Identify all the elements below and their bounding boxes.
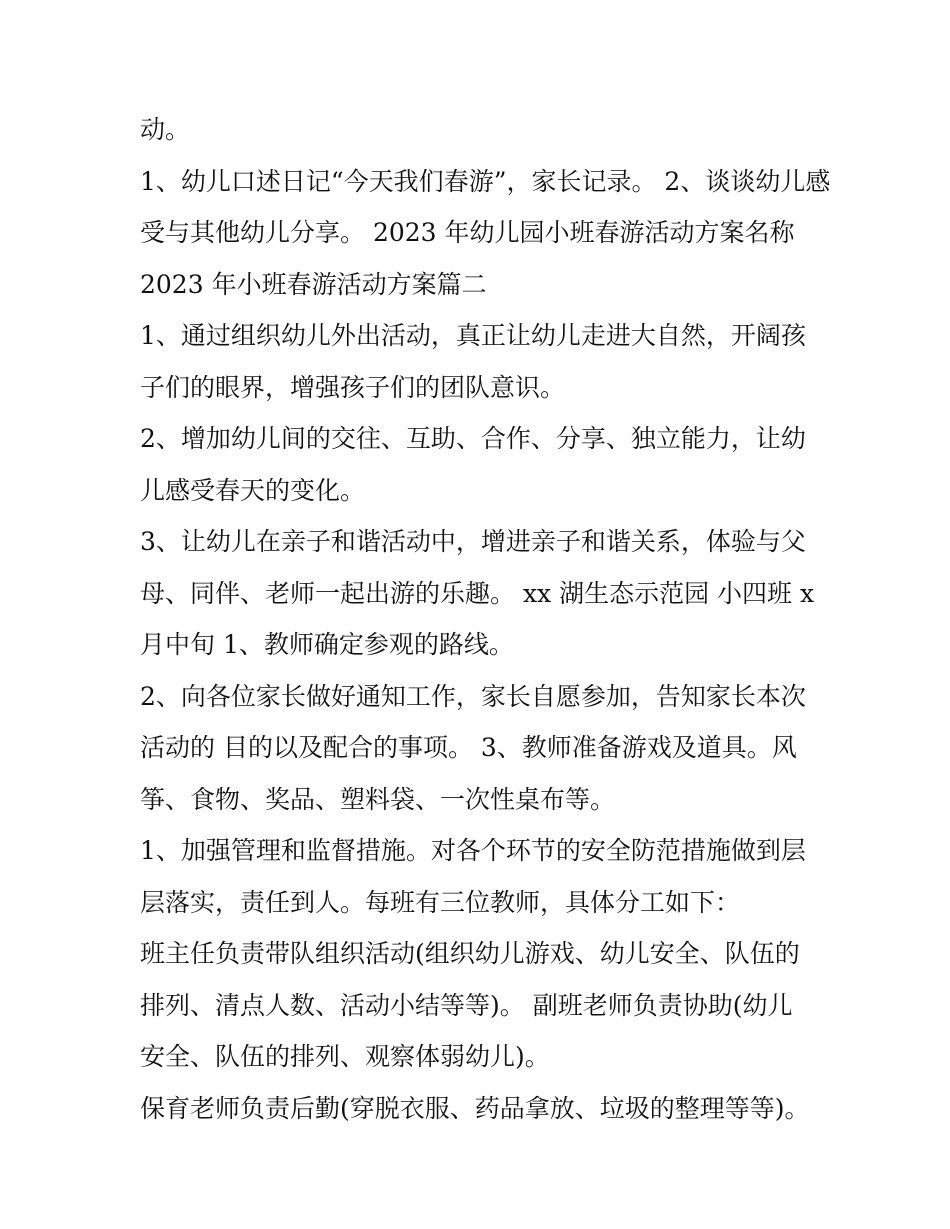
text-line: 儿感受春天的变化。 <box>140 475 366 505</box>
text-line: 1、通过组织幼儿外出活动，真正让幼儿走进大自然，开阔孩 <box>140 321 806 350</box>
text-line: 排列、清点人数、活动小结等等)。 副班老师负责协助(幼儿 <box>140 990 793 1020</box>
text-line: 活动的 目的以及配合的事项。 3、教师准备游戏及道具。风 <box>140 733 797 762</box>
text-line: 保育老师负责后勤(穿脱衣服、药品拿放、垃圾的整理等等)。 <box>140 1093 810 1123</box>
text-line: 安全、队伍的排列、观察体弱幼儿)。 <box>140 1042 550 1071</box>
text-line: 2023 年小班春游活动方案篇二 <box>140 269 487 299</box>
text-line: 1、加强管理和监督措施。对各个环节的安全防范措施做到层 <box>140 836 806 865</box>
text-line: 子们的眼界，增强孩子们的团队意识。 <box>140 372 566 402</box>
text-line: 1、幼儿口述日记“今天我们春游”，家长记录。 2、谈谈幼儿感 <box>140 166 831 196</box>
text-line: 母、同伴、老师一起出游的乐趣。 xx 湖生态示范园 小四班 x <box>140 578 815 608</box>
document-body <box>140 104 831 1134</box>
text-line: 受与其他幼儿分享。 2023 年幼儿园小班春游活动方案名称 <box>140 218 795 247</box>
text-line: 动。 <box>140 115 191 144</box>
text-line: 2、向各位家长做好通知工作，家长自愿参加，告知家长本次 <box>140 681 806 711</box>
text-line: 月中旬 1、教师确定参观的路线。 <box>140 630 514 659</box>
text-line: 筝、食物、奖品、塑料袋、一次性桌布等。 <box>140 784 616 814</box>
text-line: 3、让幼儿在亲子和谐活动中，增进亲子和谐关系，体验与父 <box>140 527 806 556</box>
text-line: 层落实，责任到人。每班有三位教师，具体分工如下： <box>140 887 741 917</box>
text-line: 2、增加幼儿间的交往、互助、合作、分享、独立能力，让幼 <box>140 424 806 453</box>
text-line: 班主任负责带队组织活动(组织幼儿游戏、幼儿安全、队伍的 <box>140 939 800 968</box>
